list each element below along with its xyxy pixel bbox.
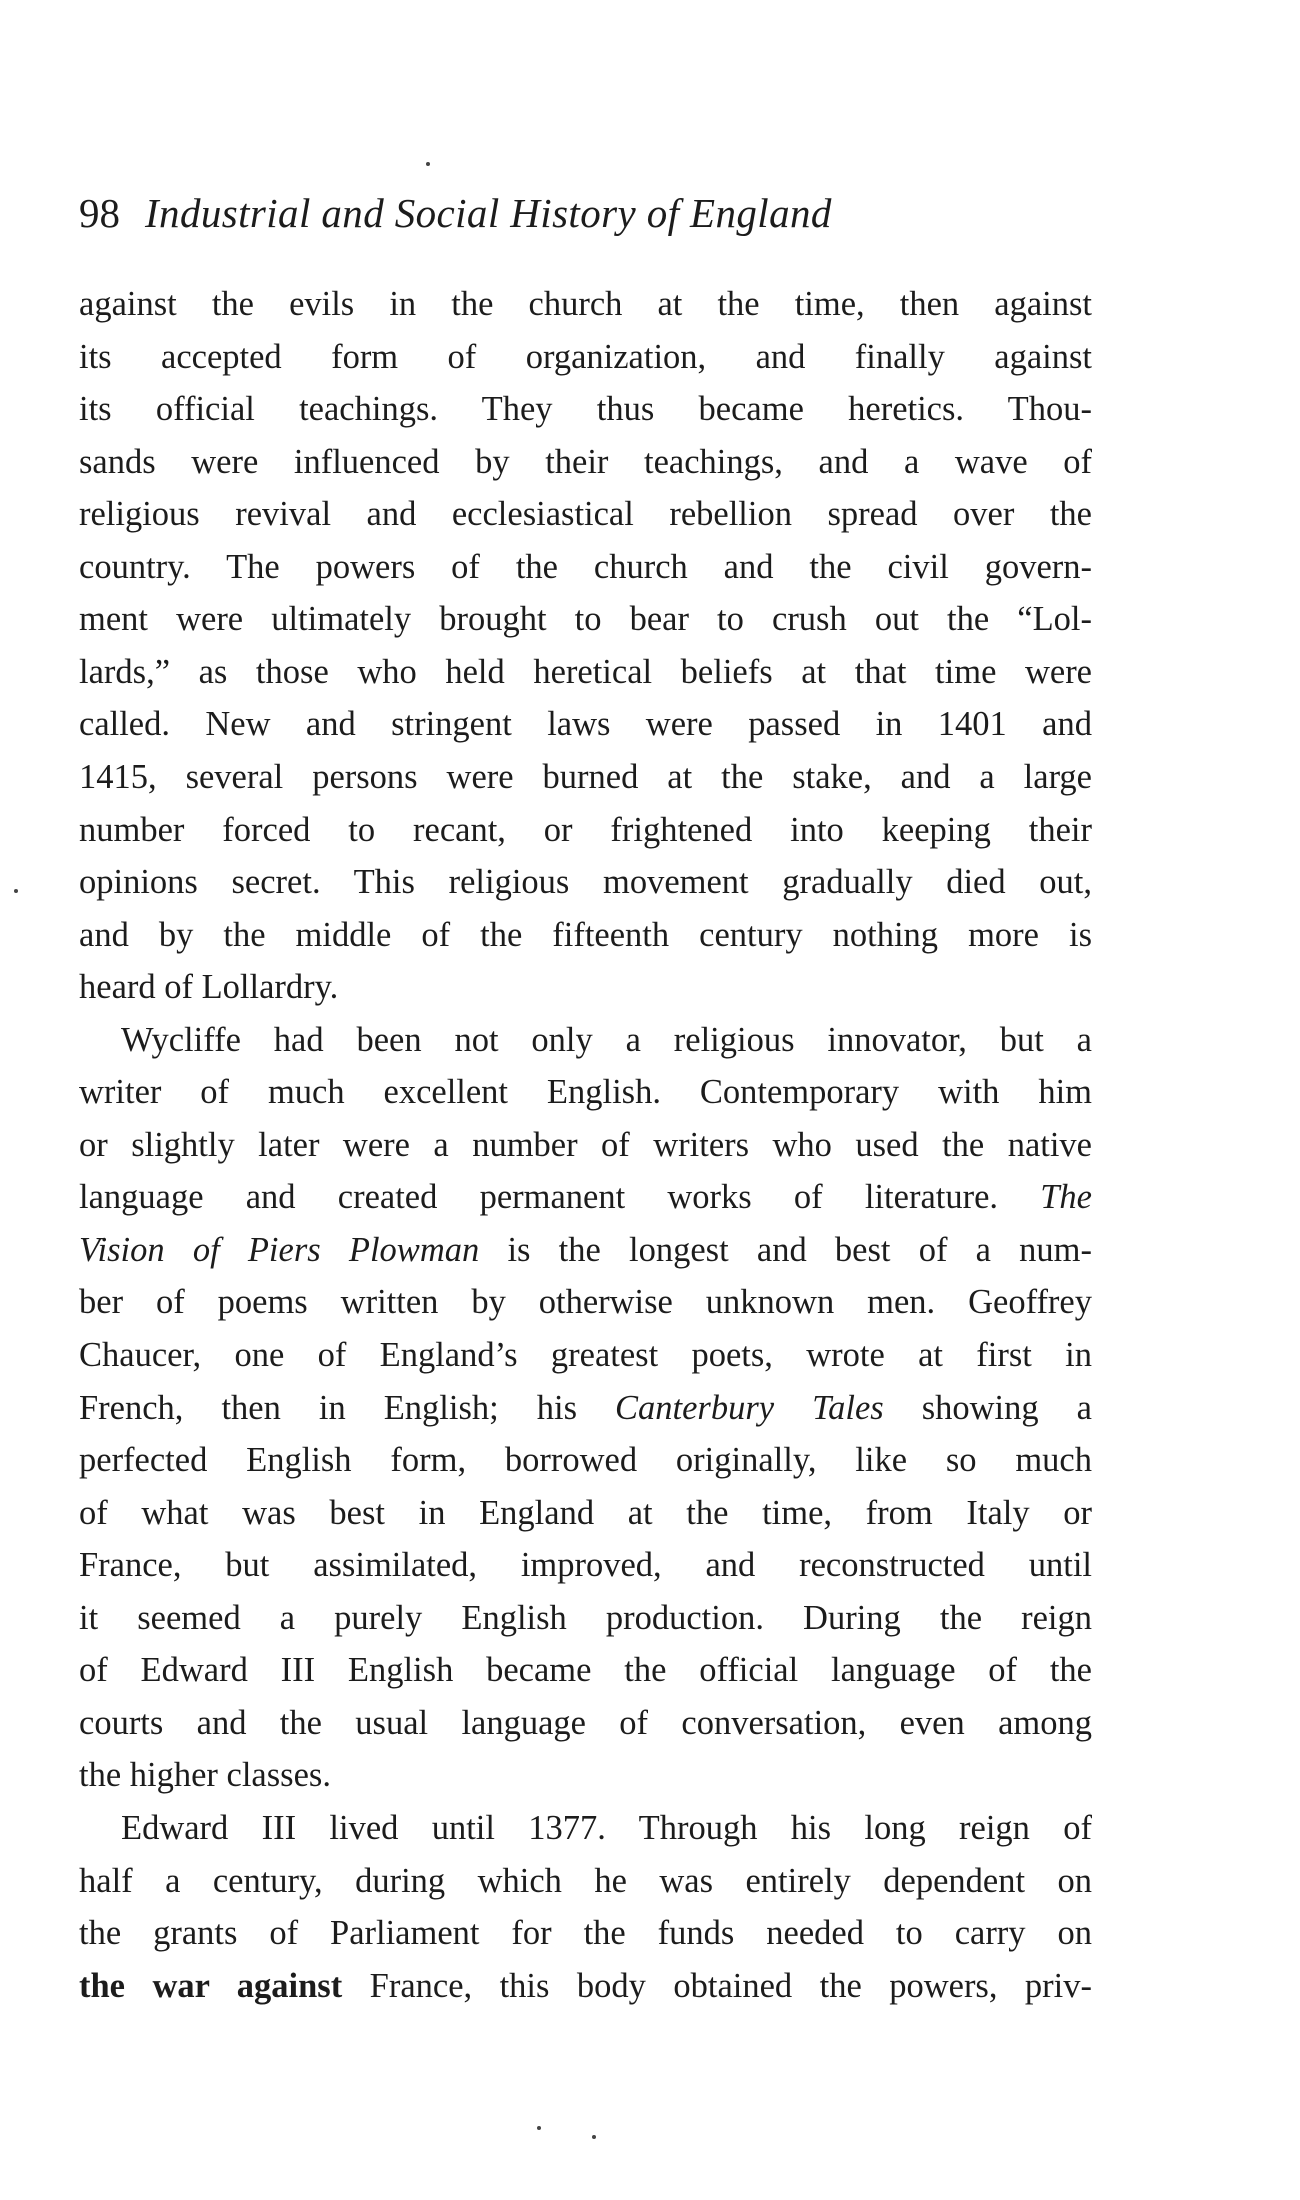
text-span: or slightly later were a number of writers who used the native <box>79 1126 1092 1164</box>
text-line <box>79 1592 1092 1644</box>
text-line <box>79 1487 1092 1539</box>
text-span: 1415, several persons were burned at the stake, and a large <box>79 758 1092 796</box>
text-span: heard of Lollardry. <box>79 968 339 1006</box>
italic-title: Vision of Piers Plowman <box>79 1231 480 1269</box>
text-span: religious revival and ecclesiastical rebellion spread over the <box>79 495 1092 533</box>
text-span: half a century, during which he was entirely dependent on <box>79 1862 1092 1900</box>
text-span: the higher classes. <box>79 1756 331 1794</box>
print-speck <box>426 162 430 166</box>
text-span: of Edward III English became the official language of the <box>79 1651 1092 1689</box>
text-span: called. New and stringent laws were passed in 1401 and <box>79 705 1092 743</box>
text-line <box>79 1434 1092 1486</box>
text-line <box>79 1224 1092 1276</box>
text-line <box>79 331 1092 383</box>
text-line <box>79 1907 1092 1959</box>
text-span: France, but assimilated, improved, and reconstructed until <box>79 1546 1092 1584</box>
text-line <box>79 1749 1092 1801</box>
text-span: sands were influenced by their teachings, and a wave of <box>79 443 1092 481</box>
text-line <box>79 488 1092 540</box>
text-line <box>79 1382 1092 1434</box>
text-line <box>79 751 1092 803</box>
text-line <box>79 698 1092 750</box>
text-span: ber of poems written by otherwise unknown men. Geoffrey <box>79 1283 1092 1321</box>
text-span: Wycliffe had been not only a religious innovator, but a <box>121 1021 1092 1059</box>
italic-title: The <box>1040 1178 1092 1216</box>
text-line <box>79 1171 1092 1223</box>
text-span: France, this body obtained the powers, priv- <box>342 1967 1092 2005</box>
text-line <box>121 1014 1092 1066</box>
page-header <box>79 183 1029 243</box>
text-span: it seemed a purely English production. During the reign <box>79 1599 1092 1637</box>
text-line <box>79 541 1092 593</box>
text-line <box>79 804 1092 856</box>
text-span: language and created permanent works of literature. <box>79 1178 1041 1216</box>
text-line <box>79 1644 1092 1696</box>
text-span: number forced to recant, or frightened into keeping their <box>79 811 1092 849</box>
text-span: Edward III lived until 1377. Through his long reign of <box>121 1809 1092 1847</box>
text-span: opinions secret. This religious movement gradually died out, <box>79 863 1092 901</box>
text-span: lards,” as those who held heretical beliefs at that time were <box>79 653 1092 691</box>
text-line <box>79 1539 1092 1591</box>
running-title: Industrial and Social History of England <box>145 190 832 236</box>
text-span: of what was best in England at the time, from Italy or <box>79 1494 1092 1532</box>
text-span: country. The powers of the church and the civil govern- <box>79 548 1092 586</box>
text-span: its accepted form of organization, and finally against <box>79 338 1092 376</box>
text-line <box>79 961 1092 1013</box>
text-span: is the longest and best of a num- <box>479 1231 1092 1269</box>
bold-text: the war against <box>79 1967 343 2005</box>
text-line <box>79 1329 1092 1381</box>
text-line <box>79 1697 1092 1749</box>
text-line <box>79 1960 1092 2012</box>
text-span: writer of much excellent English. Contemporary with him <box>79 1073 1092 1111</box>
italic-title: Canterbury Tales <box>615 1389 884 1427</box>
text-line <box>79 909 1092 961</box>
text-span: perfected English form, borrowed originally, like so much <box>79 1441 1092 1479</box>
text-span: showing a <box>883 1389 1092 1427</box>
text-line <box>79 436 1092 488</box>
text-span: Chaucer, one of England’s greatest poets, wrote at first in <box>79 1336 1092 1374</box>
print-speck <box>592 2135 596 2139</box>
text-line <box>79 383 1092 435</box>
text-line <box>79 1276 1092 1328</box>
text-span: courts and the usual language of conversation, even among <box>79 1704 1092 1742</box>
text-span: against the evils in the church at the time, then against <box>79 285 1092 323</box>
text-span: and by the middle of the fifteenth century nothing more is <box>79 916 1092 954</box>
print-speck <box>537 2126 541 2130</box>
text-line <box>79 1066 1092 1118</box>
text-line <box>79 593 1092 645</box>
text-line <box>79 856 1092 908</box>
print-speck <box>14 889 18 893</box>
text-span: the grants of Parliament for the funds needed to carry on <box>79 1914 1092 1952</box>
text-line <box>79 278 1092 330</box>
text-line <box>79 1855 1092 1907</box>
text-span: its official teachings. They thus became heretics. Thou- <box>79 390 1092 428</box>
text-span: French, then in English; his <box>79 1389 616 1427</box>
text-line <box>79 646 1092 698</box>
page-number: 98 <box>79 190 120 236</box>
text-line <box>121 1802 1092 1854</box>
text-span: ment were ultimately brought to bear to crush out the “Lol- <box>79 600 1092 638</box>
text-line <box>79 1119 1092 1171</box>
